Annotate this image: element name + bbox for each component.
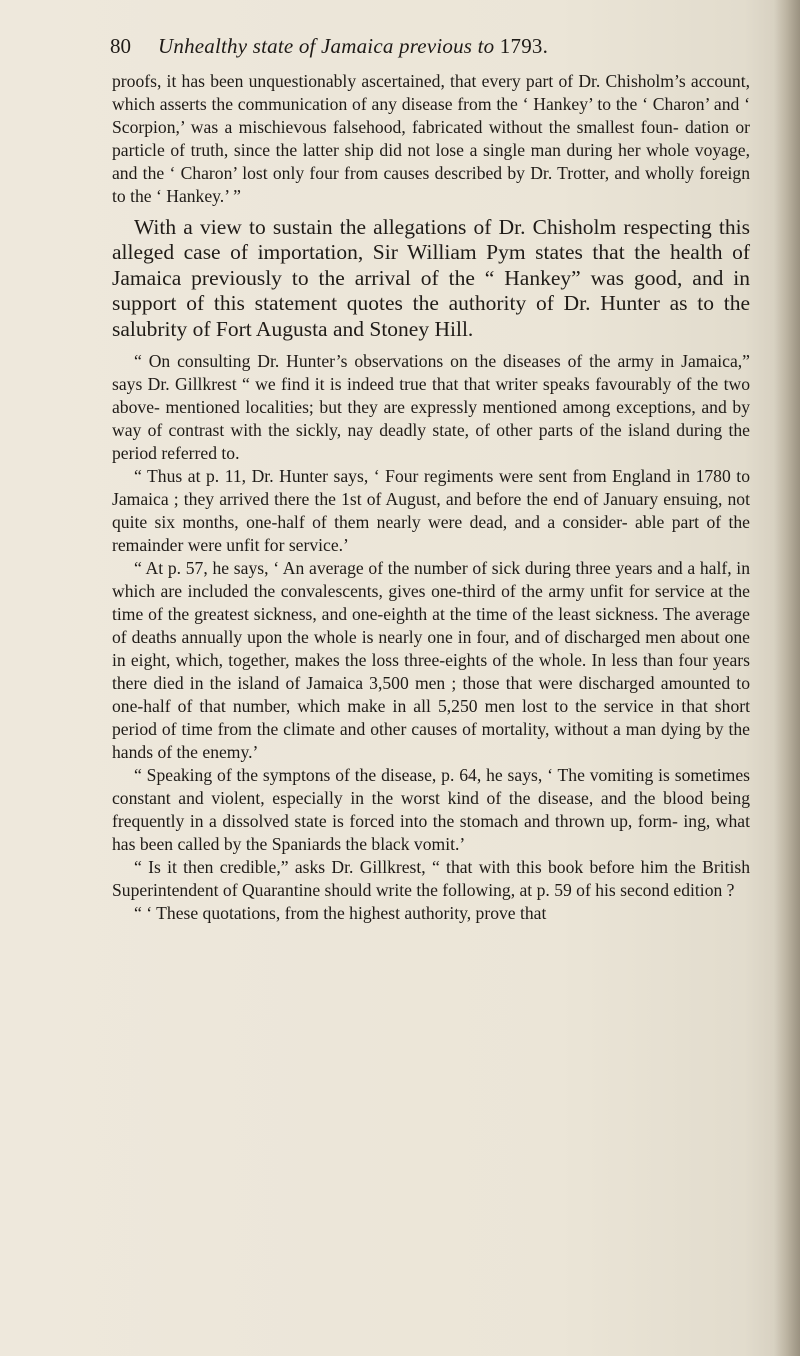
body-text (112, 70, 750, 925)
paragraph-quote: “ At p. 57, he says, ‘ An average of the number of sick during three years and a half, in which are included the convalescents, gives one-third of the army unfit for service at the time of the greatest sickness, and one-eighth at the time of the least sickness. The average of deaths annually upon the whole is nearly one in four, and of discharged men about one in eight, which, together, makes the loss three-eights of the whole. In less than four years there died in the island of Jamaica 3,500 men ; those that were discharged amounted to one-half of that number, which make in all 5,250 men lost to the service in that short period of time from the climate and other causes of mortality, without a man dying by the hands of the enemy.’ (112, 558, 750, 763)
page-number: 80 (110, 34, 131, 58)
paragraph-quote: “ Is it then credible,” asks Dr. Gillkrest, “ that with this book before him the British Superintendent of Quarantine should write the following, at p. 59 of his second edition ? (112, 857, 750, 901)
paragraph-lead: With a view to sustain the allegations of Dr. Chisholm respecting this alleged case of importation, Sir William Pym states that the health of Jamaica previously to the arrival of the “ Hankey” was good, and in support of this statement quotes the authority of Dr. Hunter as to the salubrity of Fort Augusta and Stoney Hill. (112, 215, 750, 341)
running-title-text: Unhealthy state of Jamaica previous to (158, 34, 495, 58)
running-title-year: 1793. (499, 34, 549, 58)
paragraph-quote: “ On consulting Dr. Hunter’s observations on the diseases of the army in Jamaica,” says Dr. Gillkrest “ we find it is indeed true that that writer speaks favourably of the two above- mentioned localities; but they are expressly mentioned among exceptions, and by way of contrast with the sickly, nay deadly state, of other parts of the island during the period referred to. (112, 351, 750, 464)
page-edge-shadow (774, 0, 800, 1356)
paragraph-quote: “ ‘ These quotations, from the highest authority, prove that (134, 903, 547, 924)
running-title (158, 34, 548, 59)
paragraph-quote: “ Speaking of the symptons of the disease, p. 64, he says, ‘ The vomiting is sometimes constant and violent, especially in the worst kind of the disease, and the blood being frequently in a dissolved state is forced into the stomach and thrown up, form- ing, what has been called by the Spaniards the black vomit.’ (112, 765, 750, 855)
paragraph-continued: proofs, it has been unquestionably ascertained, that every part of Dr. Chisholm’s account, which asserts the communication of any disease from the ‘ Hankey’ to the ‘ Charon’ and ‘ Scorpion,’ was a mischievous falsehood, fabricated without the smallest foun- dation or particle of truth, since the latter ship did not lose a single man during her whole voyage, and the ‘ Charon’ lost only four from causes described by Dr. Trotter, and wholly foreign to the ‘ Hankey.’ ” (112, 71, 750, 206)
paragraph-quote: “ Thus at p. 11, Dr. Hunter says, ‘ Four regiments were sent from England in 1780 to Jamaica ; they arrived there the 1st of August, and before the end of January ensuing, not quite six months, one-half of them nearly were dead, and a consider- able part of the remainder were unfit for service.’ (112, 466, 750, 556)
page-header (110, 30, 720, 64)
